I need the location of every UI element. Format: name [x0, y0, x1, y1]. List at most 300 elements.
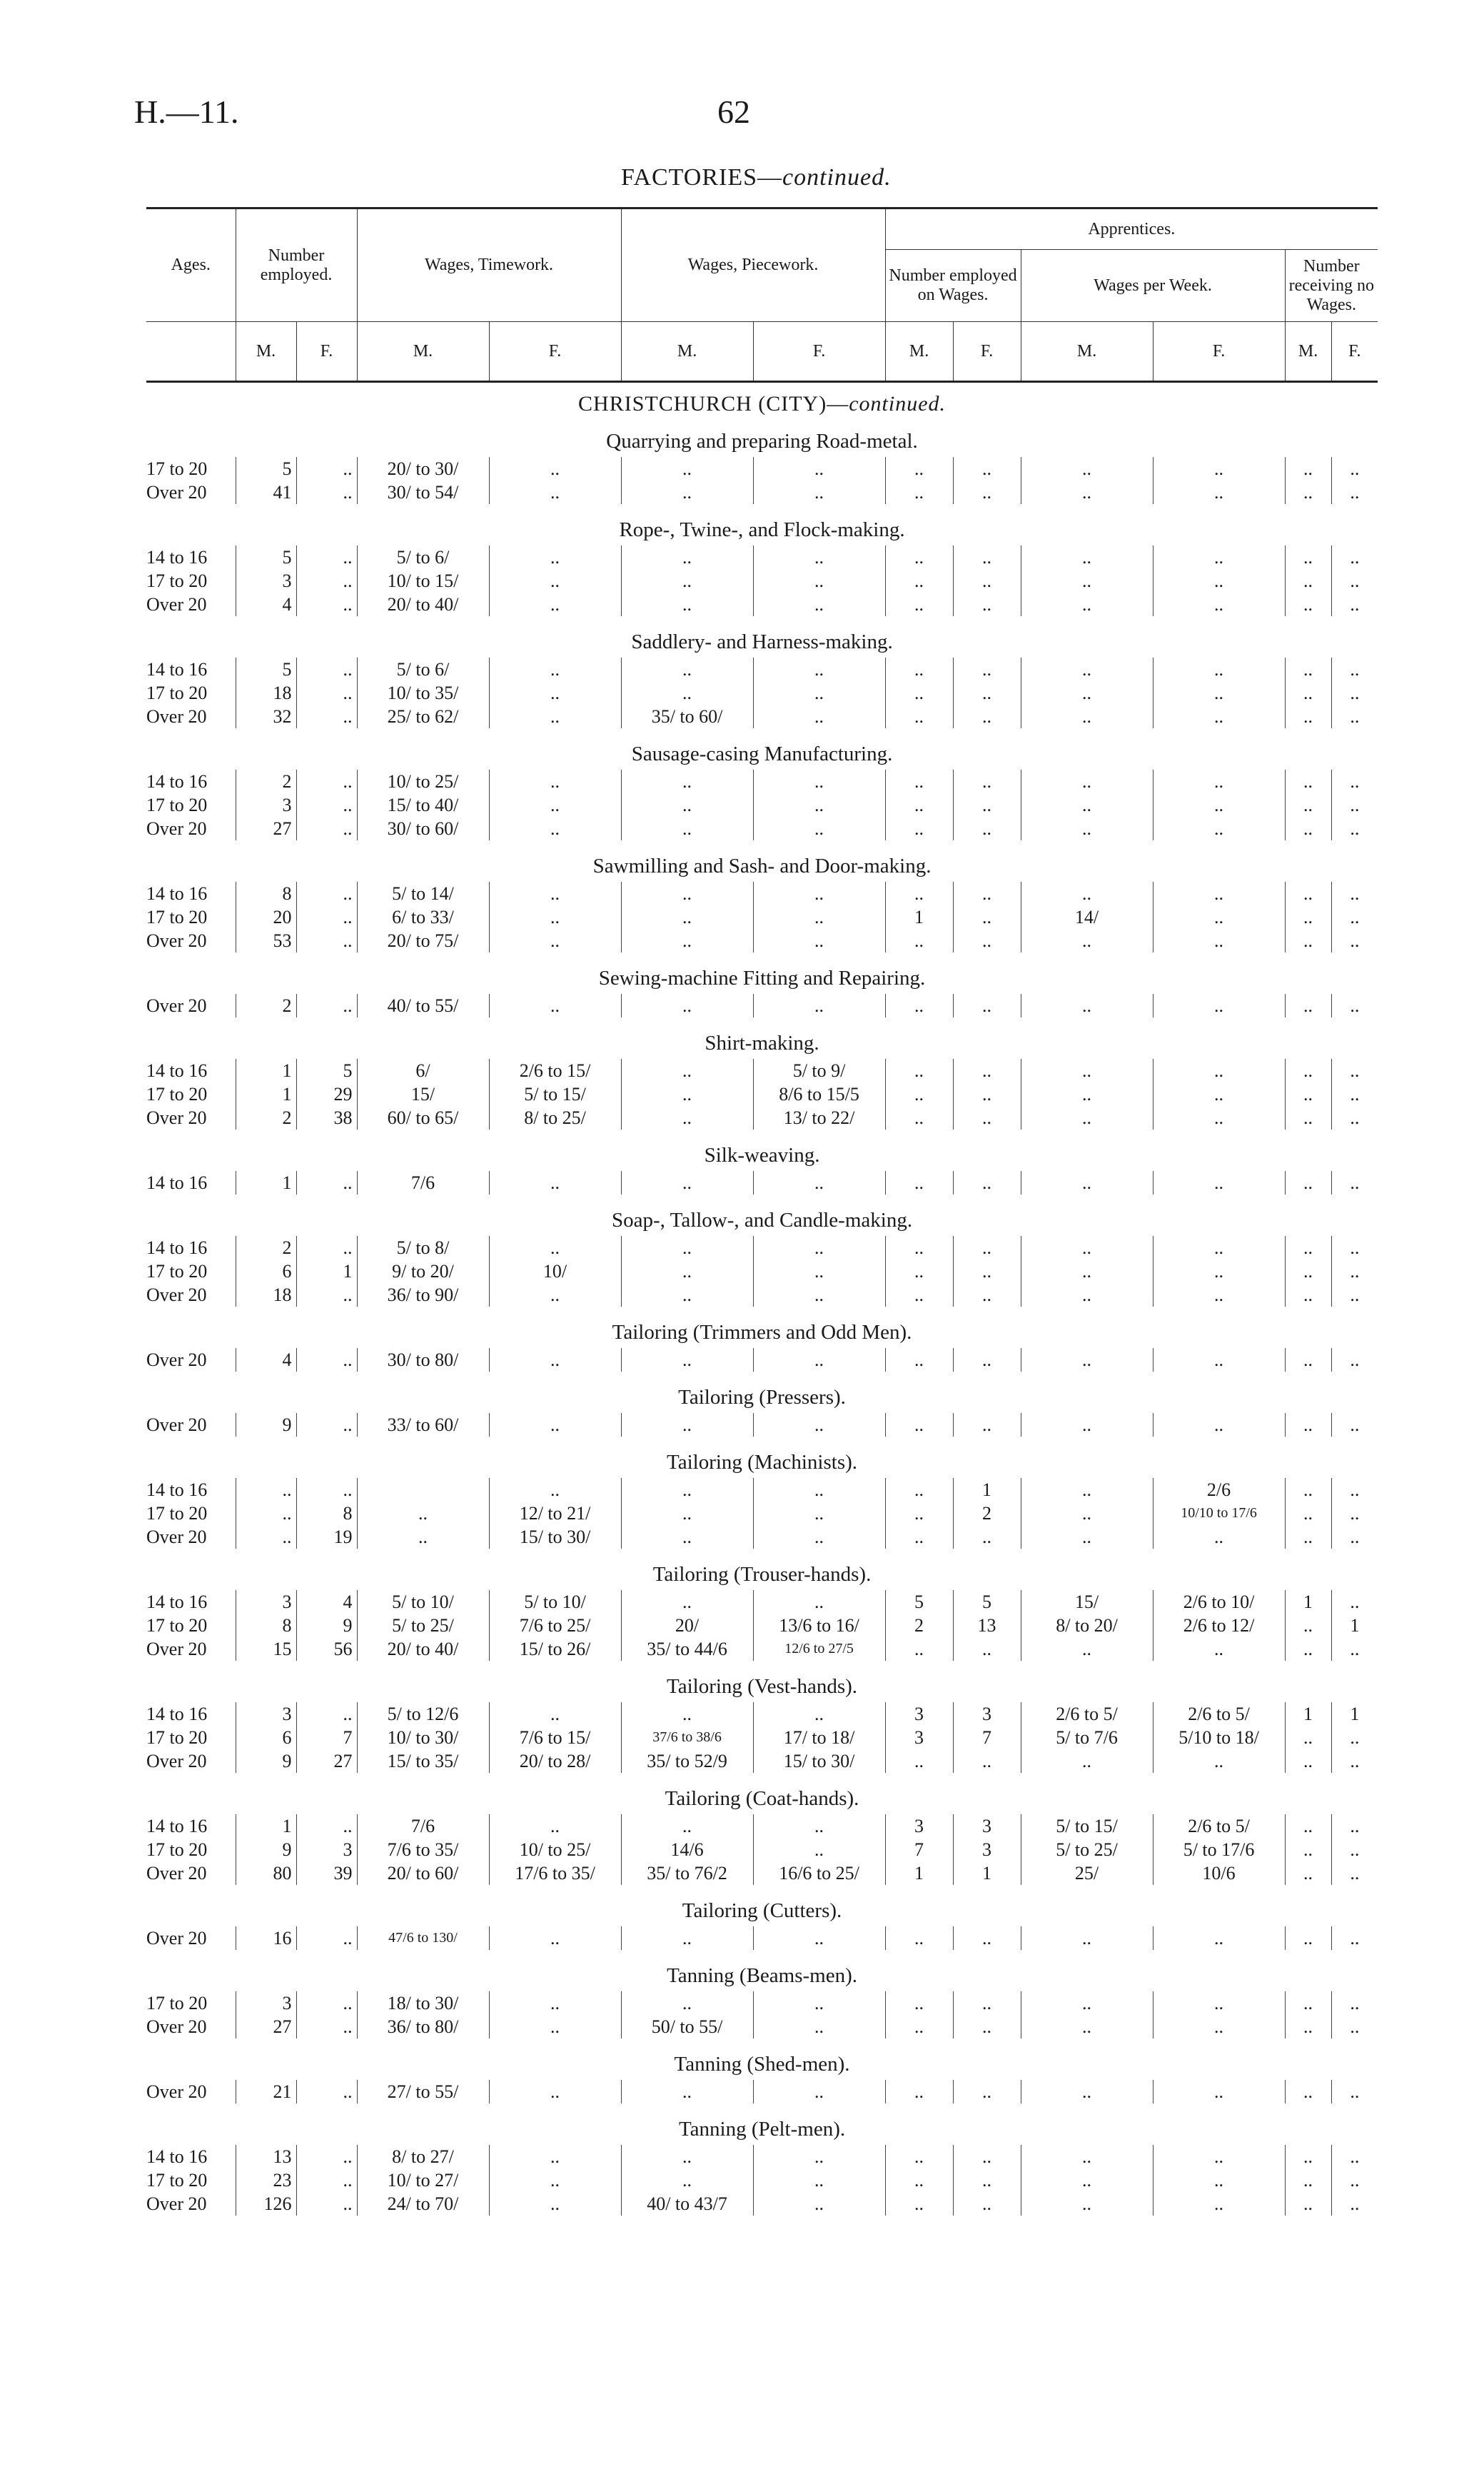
value-cell: ..: [753, 1838, 885, 1861]
spacer-row: [146, 2103, 1378, 2113]
count-cell: 18: [236, 1283, 296, 1307]
value-cell: ..: [753, 1502, 885, 1525]
count-cell: 29: [296, 1082, 357, 1106]
value-cell: 1: [885, 905, 953, 929]
value-cell: 14/6: [621, 1838, 753, 1861]
value-cell: ..: [885, 481, 953, 504]
value-cell: ..: [953, 593, 1021, 616]
value-cell: ..: [885, 770, 953, 793]
value-cell: ..: [1021, 882, 1153, 905]
trade-heading-row: [146, 1382, 1378, 1413]
value-cell: 5/ to 10/: [357, 1590, 489, 1614]
value-cell: 8/6 to 15/5: [753, 1082, 885, 1106]
trade-heading: Soap-, Tallow-, and Candle-making.: [612, 1209, 913, 1232]
value-cell: ..: [753, 2080, 885, 2103]
age-range-cell: 17 to 20: [146, 1993, 208, 2013]
value-cell: ..: [1285, 1283, 1331, 1307]
value-cell: ..: [1285, 481, 1331, 504]
value-cell: 20/ to 30/: [357, 457, 489, 481]
table-row: [146, 1749, 1378, 1773]
trade-heading: Tailoring (Vest-hands).: [667, 1675, 858, 1698]
value-cell: ..: [1021, 1991, 1153, 2015]
value-cell: 1: [953, 1861, 1021, 1885]
value-cell: ..: [621, 770, 753, 793]
value-cell: ..: [1153, 2015, 1285, 2038]
count-cell: ..: [296, 1991, 357, 2015]
age-range-cell: 17 to 20: [146, 1503, 208, 1524]
count-cell: ..: [296, 2168, 357, 2192]
count-cell: ..: [296, 2145, 357, 2168]
value-cell: ..: [753, 569, 885, 593]
count-cell: 39: [296, 1861, 357, 1885]
section-heading: CHRISTCHURCH (CITY)—continued.: [578, 392, 947, 416]
value-cell: ..: [885, 2168, 953, 2192]
value-cell: 40/ to 55/: [357, 994, 489, 1017]
count-cell: ..: [296, 705, 357, 728]
value-cell: ..: [489, 1478, 621, 1502]
count-cell: 32: [236, 705, 296, 728]
sex-header-row: [146, 322, 1378, 382]
value-cell: 5/ to 6/: [357, 658, 489, 681]
value-cell: ..: [1285, 2145, 1331, 2168]
count-cell: 2: [236, 770, 296, 793]
value-cell: ..: [489, 1283, 621, 1307]
value-cell: ..: [885, 1525, 953, 1549]
value-cell: ..: [1285, 2015, 1331, 2038]
value-cell: ..: [1153, 681, 1285, 705]
count-cell: ..: [296, 770, 357, 793]
col-f: F.: [753, 322, 885, 382]
value-cell: ..: [1153, 593, 1285, 616]
col-m: M.: [236, 322, 296, 382]
value-cell: ..: [953, 481, 1021, 504]
value-cell: ..: [1331, 2145, 1378, 2168]
spacer-row: [146, 1773, 1378, 1783]
value-cell: ..: [1153, 2168, 1285, 2192]
count-cell: ..: [296, 905, 357, 929]
value-cell: ..: [1331, 1525, 1378, 1549]
value-cell: ..: [753, 770, 885, 793]
value-cell: ..: [1331, 1590, 1378, 1614]
value-cell: ..: [489, 705, 621, 728]
value-cell: 13: [953, 1614, 1021, 1637]
count-cell: 27: [236, 817, 296, 840]
value-cell: ..: [885, 1478, 953, 1502]
value-cell: 10/: [489, 1259, 621, 1283]
count-cell: 20: [236, 905, 296, 929]
value-cell: ..: [753, 2168, 885, 2192]
value-cell: 8/ to 20/: [1021, 1614, 1153, 1637]
value-cell: ..: [1021, 817, 1153, 840]
trade-heading-row: [146, 626, 1378, 658]
value-cell: ..: [1331, 1502, 1378, 1525]
age-range-cell: 14 to 16: [146, 1060, 208, 1081]
value-cell: ..: [1153, 658, 1285, 681]
count-cell: ..: [296, 1702, 357, 1726]
value-cell: 30/ to 54/: [357, 481, 489, 504]
table-row: [146, 1413, 1378, 1437]
value-cell: ..: [1153, 2080, 1285, 2103]
value-cell: 35/ to 76/2: [621, 1861, 753, 1885]
table-row: [146, 882, 1378, 905]
value-cell: ..: [953, 457, 1021, 481]
value-cell: ..: [953, 1171, 1021, 1195]
value-cell: 2/6 to 5/: [1153, 1814, 1285, 1838]
value-cell: ..: [1285, 1236, 1331, 1259]
value-cell: ..: [621, 1259, 753, 1283]
trade-heading-row: [146, 1205, 1378, 1236]
value-cell: ..: [1285, 1502, 1331, 1525]
col-f: F.: [296, 322, 357, 382]
value-cell: ..: [621, 1590, 753, 1614]
age-range-cell: 14 to 16: [146, 1237, 208, 1258]
value-cell: ..: [753, 593, 885, 616]
trade-heading: Tailoring (Machinists).: [667, 1451, 858, 1474]
value-cell: 10/ to 25/: [357, 770, 489, 793]
count-cell: ..: [296, 929, 357, 952]
count-cell: ..: [296, 2192, 357, 2216]
value-cell: 5/ to 25/: [357, 1614, 489, 1637]
value-cell: ..: [1331, 1478, 1378, 1502]
value-cell: ..: [1331, 1814, 1378, 1838]
value-cell: 3: [953, 1702, 1021, 1726]
count-cell: ..: [296, 1283, 357, 1307]
value-cell: ..: [1021, 2168, 1153, 2192]
value-cell: ..: [885, 1171, 953, 1195]
value-cell: ..: [1021, 793, 1153, 817]
value-cell: ..: [1285, 1106, 1331, 1130]
value-cell: 1: [1285, 1702, 1331, 1726]
value-cell: ..: [1021, 1259, 1153, 1283]
value-cell: ..: [1331, 1861, 1378, 1885]
value-cell: ..: [953, 2168, 1021, 2192]
value-cell: 1: [1331, 1614, 1378, 1637]
value-cell: ..: [621, 457, 753, 481]
value-cell: ..: [1153, 2192, 1285, 2216]
value-cell: ..: [489, 1702, 621, 1726]
age-range-cell: 17 to 20: [146, 795, 208, 815]
value-cell: 25/: [1021, 1861, 1153, 1885]
section-heading-row: [146, 382, 1378, 426]
value-cell: 15/: [1021, 1590, 1153, 1614]
value-cell: ..: [1331, 1236, 1378, 1259]
value-cell: ..: [753, 1283, 885, 1307]
value-cell: ..: [621, 481, 753, 504]
trade-heading: Tanning (Beams-men).: [667, 1964, 858, 1987]
trade-heading: Saddlery- and Harness-making.: [631, 630, 893, 653]
value-cell: ..: [953, 705, 1021, 728]
value-cell: ..: [1285, 1525, 1331, 1549]
table-row: [146, 929, 1378, 952]
value-cell: 20/ to 28/: [489, 1749, 621, 1773]
value-cell: 14/: [1021, 905, 1153, 929]
value-cell: ..: [1153, 1525, 1285, 1549]
table-row: [146, 481, 1378, 504]
value-cell: ..: [1331, 1838, 1378, 1861]
value-cell: ..: [1021, 658, 1153, 681]
value-cell: 7: [885, 1838, 953, 1861]
value-cell: 15/ to 30/: [489, 1525, 621, 1549]
table-row: [146, 658, 1378, 681]
spacer-row: [146, 1195, 1378, 1205]
value-cell: ..: [1285, 1749, 1331, 1773]
value-cell: 9/ to 20/: [357, 1259, 489, 1283]
trade-heading: Tanning (Pelt-men).: [678, 2118, 846, 2141]
age-range-cell: 14 to 16: [146, 1479, 208, 1500]
table-row: [146, 2015, 1378, 2038]
value-cell: ..: [1285, 2080, 1331, 2103]
value-cell: ..: [885, 1283, 953, 1307]
value-cell: 30/ to 80/: [357, 1348, 489, 1372]
page-number: 62: [717, 94, 750, 130]
value-cell: ..: [1285, 1614, 1331, 1637]
table-row: [146, 1861, 1378, 1885]
value-cell: ..: [1153, 481, 1285, 504]
count-cell: 6: [236, 1259, 296, 1283]
value-cell: ..: [1331, 481, 1378, 504]
value-cell: 30/ to 60/: [357, 817, 489, 840]
value-cell: ..: [885, 593, 953, 616]
value-cell: 7/6: [357, 1171, 489, 1195]
value-cell: 5/ to 17/6: [1153, 1838, 1285, 1861]
value-cell: ..: [1331, 2080, 1378, 2103]
table-row: [146, 593, 1378, 616]
value-cell: 7: [953, 1726, 1021, 1749]
count-cell: ..: [296, 882, 357, 905]
value-cell: ..: [1285, 770, 1331, 793]
count-cell: ..: [296, 994, 357, 1017]
value-cell: ..: [621, 2168, 753, 2192]
count-cell: 1: [236, 1814, 296, 1838]
value-cell: 3: [953, 1838, 1021, 1861]
age-range-cell: 17 to 20: [146, 2170, 208, 2191]
age-range-cell: 17 to 20: [146, 1615, 208, 1636]
count-cell: 1: [236, 1082, 296, 1106]
value-cell: ..: [489, 1236, 621, 1259]
value-cell: ..: [1331, 2168, 1378, 2192]
value-cell: 36/ to 90/: [357, 1283, 489, 1307]
value-cell: ..: [1331, 1106, 1378, 1130]
value-cell: ..: [1021, 481, 1153, 504]
value-cell: ..: [1021, 1637, 1153, 1661]
count-cell: 19: [296, 1525, 357, 1549]
value-cell: ..: [1021, 929, 1153, 952]
age-range-cell: Over 20: [146, 1863, 207, 1884]
value-cell: ..: [1331, 994, 1378, 1017]
value-cell: ..: [1331, 1059, 1378, 1082]
value-cell: ..: [753, 793, 885, 817]
value-cell: ..: [953, 1236, 1021, 1259]
value-cell: ..: [1285, 705, 1331, 728]
age-range-cell: Over 20: [146, 482, 207, 503]
value-cell: ..: [1331, 593, 1378, 616]
value-cell: ..: [1331, 1413, 1378, 1437]
spacer-row: [146, 840, 1378, 850]
age-range-cell: Over 20: [146, 995, 207, 1016]
value-cell: ..: [953, 1991, 1021, 2015]
value-cell: ..: [1285, 2192, 1331, 2216]
value-cell: ..: [1285, 817, 1331, 840]
count-cell: 27: [296, 1749, 357, 1773]
table-row: [146, 1637, 1378, 1661]
trade-heading: Tailoring (Pressers).: [678, 1386, 846, 1409]
value-cell: ..: [1153, 1348, 1285, 1372]
value-cell: ..: [489, 1171, 621, 1195]
col-apprentices: Apprentices.: [885, 208, 1378, 250]
page-title: FACTORIES—continued.: [621, 164, 892, 191]
count-cell: ..: [296, 1926, 357, 1950]
value-cell: 37/6 to 38/6: [621, 1726, 753, 1749]
count-cell: ..: [296, 1348, 357, 1372]
value-cell: ..: [953, 681, 1021, 705]
value-cell: ..: [1285, 1059, 1331, 1082]
table-row: [146, 2080, 1378, 2103]
trade-heading: Sawmilling and Sash- and Door-making.: [592, 855, 932, 878]
count-cell: 1: [296, 1259, 357, 1283]
age-range-cell: Over 20: [146, 1527, 207, 1547]
value-cell: ..: [489, 2192, 621, 2216]
value-cell: ..: [621, 1478, 753, 1502]
value-cell: ..: [1331, 2192, 1378, 2216]
count-cell: 23: [236, 2168, 296, 2192]
value-cell: 20/: [621, 1614, 753, 1637]
count-cell: 4: [236, 593, 296, 616]
value-cell: ..: [953, 905, 1021, 929]
value-cell: ..: [1021, 1059, 1153, 1082]
value-cell: ..: [1285, 658, 1331, 681]
count-cell: 5: [236, 457, 296, 481]
factories-table: [146, 207, 1378, 2216]
value-cell: ..: [953, 1525, 1021, 1549]
value-cell: ..: [953, 1413, 1021, 1437]
value-cell: ..: [753, 1814, 885, 1838]
value-cell: ..: [1285, 1991, 1331, 2015]
value-cell: ..: [753, 1348, 885, 1372]
count-cell: 5: [296, 1059, 357, 1082]
value-cell: 18/ to 30/: [357, 1991, 489, 2015]
value-cell: ..: [1153, 545, 1285, 569]
value-cell: 3: [885, 1726, 953, 1749]
value-cell: 6/ to 33/: [357, 905, 489, 929]
table-row: [146, 1991, 1378, 2015]
value-cell: ..: [885, 1236, 953, 1259]
value-cell: ..: [753, 658, 885, 681]
count-cell: ..: [296, 545, 357, 569]
value-cell: ..: [885, 1082, 953, 1106]
count-cell: 5: [236, 545, 296, 569]
table-row: [146, 1082, 1378, 1106]
value-cell: ..: [1285, 1926, 1331, 1950]
count-cell: 3: [236, 1590, 296, 1614]
value-cell: ..: [953, 770, 1021, 793]
value-cell: ..: [489, 1991, 621, 2015]
col-wages-timework: Wages, Timework.: [357, 208, 621, 322]
value-cell: ..: [621, 929, 753, 952]
value-cell: ..: [1153, 1259, 1285, 1283]
value-cell: ..: [753, 1478, 885, 1502]
value-cell: 5/ to 25/: [1021, 1838, 1153, 1861]
value-cell: ..: [1285, 1726, 1331, 1749]
value-cell: ..: [1021, 1525, 1153, 1549]
value-cell: ..: [621, 1926, 753, 1950]
spacer-row: [146, 1017, 1378, 1027]
spacer-row: [146, 1130, 1378, 1140]
value-cell: ..: [753, 817, 885, 840]
value-cell: ..: [621, 882, 753, 905]
value-cell: ..: [1331, 1991, 1378, 2015]
value-cell: ..: [1021, 2015, 1153, 2038]
spacer-row: [146, 504, 1378, 514]
value-cell: 5/ to 6/: [357, 545, 489, 569]
value-cell: ..: [753, 1413, 885, 1437]
value-cell: 10/ to 35/: [357, 681, 489, 705]
value-cell: ..: [753, 1525, 885, 1549]
value-cell: ..: [489, 2145, 621, 2168]
value-cell: ..: [953, 817, 1021, 840]
value-cell: ..: [953, 793, 1021, 817]
value-cell: ..: [1153, 1991, 1285, 2015]
value-cell: 13/ to 22/: [753, 1106, 885, 1130]
value-cell: 1: [953, 1478, 1021, 1502]
table-row: [146, 1259, 1378, 1283]
trade-heading-row: [146, 514, 1378, 545]
table-row: [146, 569, 1378, 593]
table-row: [146, 1106, 1378, 1130]
value-cell: ..: [885, 681, 953, 705]
value-cell: ..: [753, 2015, 885, 2038]
table-row: [146, 681, 1378, 705]
value-cell: ..: [489, 481, 621, 504]
count-cell: 9: [236, 1413, 296, 1437]
value-cell: 10/ to 27/: [357, 2168, 489, 2192]
value-cell: ..: [489, 1926, 621, 1950]
age-range-cell: Over 20: [146, 1107, 207, 1128]
spacer-row: [146, 1372, 1378, 1382]
count-cell: 3: [236, 793, 296, 817]
value-cell: 5: [953, 1590, 1021, 1614]
age-range-cell: Over 20: [146, 930, 207, 951]
value-cell: ..: [1021, 1082, 1153, 1106]
value-cell: ..: [885, 1259, 953, 1283]
value-cell: 5/ to 14/: [357, 882, 489, 905]
count-cell: 9: [236, 1749, 296, 1773]
value-cell: 35/ to 52/9: [621, 1749, 753, 1773]
count-cell: 5: [236, 658, 296, 681]
value-cell: 1: [1331, 1702, 1378, 1726]
count-cell: ..: [296, 658, 357, 681]
value-cell: ..: [1153, 1637, 1285, 1661]
table-row: [146, 1838, 1378, 1861]
value-cell: ..: [1331, 2015, 1378, 2038]
col-m: M.: [1285, 322, 1331, 382]
value-cell: ..: [953, 1637, 1021, 1661]
col-number-employed: Number employed.: [236, 208, 357, 322]
col-f: F.: [1153, 322, 1285, 382]
count-cell: ..: [296, 793, 357, 817]
table-row: [146, 1702, 1378, 1726]
value-cell: 13/6 to 16/: [753, 1614, 885, 1637]
value-cell: ..: [489, 905, 621, 929]
value-cell: 7/6 to 35/: [357, 1838, 489, 1861]
count-cell: 3: [236, 1991, 296, 2015]
age-range-cell: 17 to 20: [146, 458, 208, 479]
value-cell: ..: [753, 1926, 885, 1950]
count-cell: ..: [296, 2015, 357, 2038]
value-cell: 8/ to 27/: [357, 2145, 489, 2168]
value-cell: 24/ to 70/: [357, 2192, 489, 2216]
value-cell: ..: [953, 2192, 1021, 2216]
count-cell: 8: [236, 882, 296, 905]
